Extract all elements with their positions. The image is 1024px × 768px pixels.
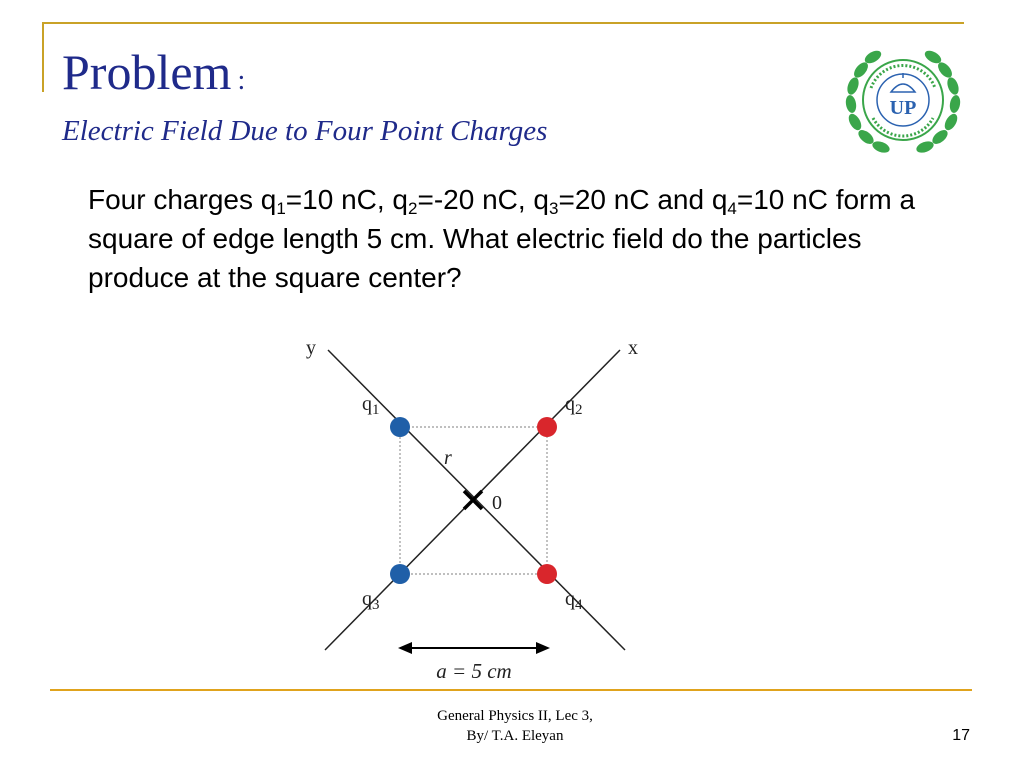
center-label: 0 [492,492,502,514]
top-frame-line [42,22,964,24]
edge-length-arrow-icon [398,642,550,654]
charge-label-q3 [362,588,380,613]
charge-label-q3-sub: 3 [372,597,380,613]
charge-label-q1 [362,393,380,418]
problem-text-part-3: =-20 nC, q [417,184,549,215]
problem-subscript-1: 1 [276,199,286,218]
problem-text-part-1: Four charges q [88,184,277,215]
y-axis-label: y [306,337,316,359]
problem-statement [88,180,968,297]
problem-text-part-2: =10 nC, q [285,184,408,215]
charge-q4 [537,564,557,584]
charge-label-q1-sub: 1 [372,402,380,418]
logo-text: UP [889,97,917,119]
university-logo [833,38,973,160]
distance-r-label: r [444,447,452,469]
problem-subscript-4: 4 [727,199,737,218]
slide-title-colon: : [237,65,246,96]
charge-label-q3-base: q [362,588,372,610]
footer-line-2: By/ T.A. Eleyan [466,728,564,744]
slide-title [62,42,245,111]
charge-label-q4 [565,588,583,613]
slide-subtitle: Electric Field Due to Four Point Charges [62,115,548,147]
charge-label-q4-sub: 4 [575,597,583,613]
charge-label-q4-base: q [565,588,575,610]
center-cross-icon [464,491,482,509]
charge-label-q1-base: q [362,393,372,415]
problem-subscript-2: 2 [408,199,418,218]
charge-label-q2-sub: 2 [575,402,583,418]
charge-q3 [390,564,410,584]
charge-q2 [537,417,557,437]
footer-line-1: General Physics II, Lec 3, [437,708,593,724]
problem-text-part-5: =10 nC form a square of edge length 5 cm. What electric field do the particles produce at the square center? [88,184,916,293]
page-number: 17 [952,727,970,744]
charge-q1 [390,417,410,437]
charge-label-q2 [565,393,583,418]
x-axis-label: x [628,337,638,359]
edge-length-label: a = 5 cm [436,659,512,683]
bottom-frame-line [50,689,972,691]
problem-text-part-4: =20 nC and q [558,184,728,215]
charge-label-q2-base: q [565,393,575,415]
problem-subscript-3: 3 [549,199,559,218]
slide-title-text: Problem [62,44,232,100]
charges-diagram [290,330,650,690]
left-frame-line [42,22,44,92]
footer-credit [390,706,640,746]
